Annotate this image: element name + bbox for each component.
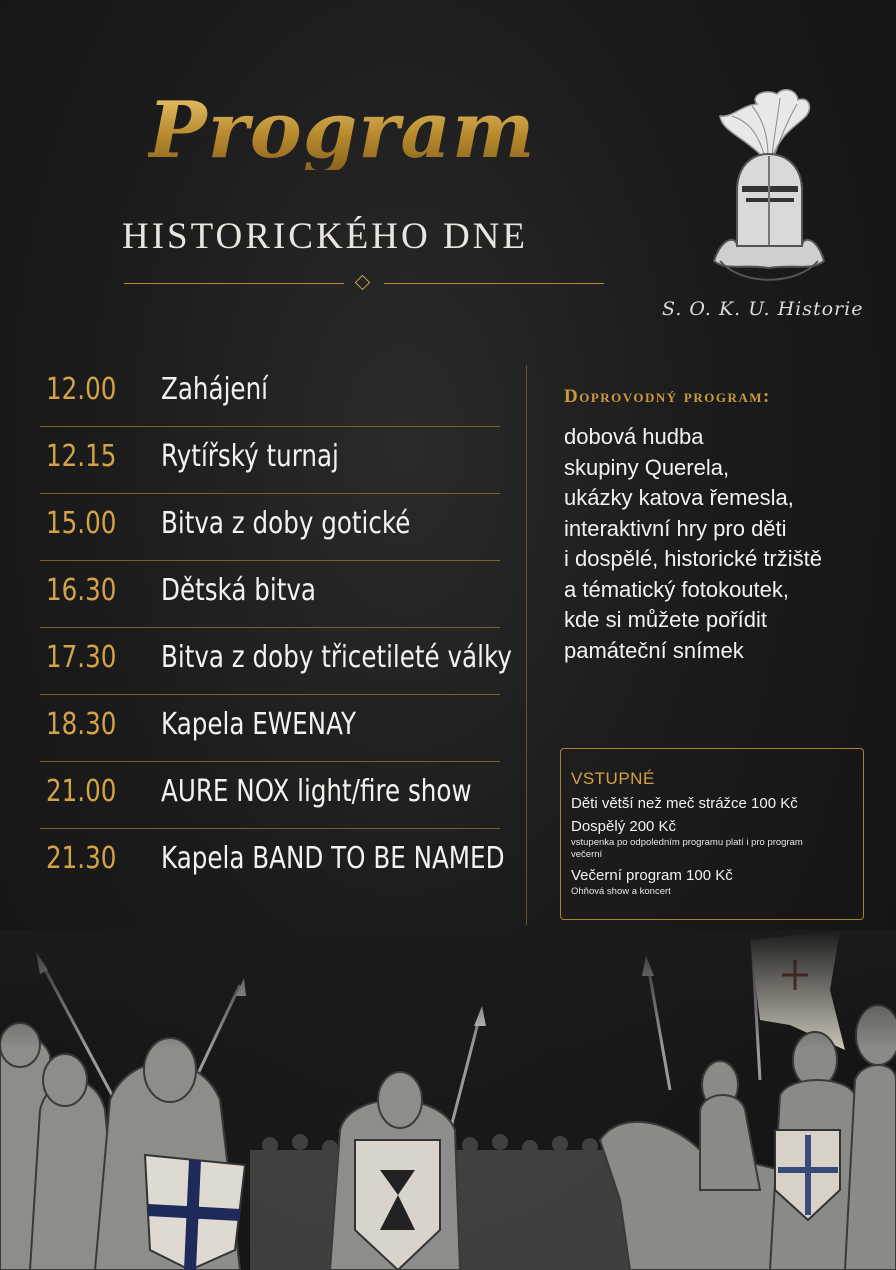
schedule-event: Dětská bitva — [161, 573, 316, 608]
schedule-event: Bitva z doby třicetileté války — [161, 640, 512, 675]
ticket-adult-price: Dospělý 200 Kč — [571, 818, 677, 835]
ticket-adult-note: vstupenka po odpoledním programu platí i pro program — [571, 837, 803, 848]
side-program-line: interaktivní hry pro děti — [564, 515, 787, 541]
side-program-line: a tématický fotokoutek, — [564, 576, 789, 602]
schedule-time: 12.15 — [46, 439, 117, 474]
schedule-time: 16.30 — [46, 573, 117, 608]
page-subtitle: HISTORICKÉHO DNE — [122, 216, 529, 257]
schedule-event: Bitva z doby gotické — [161, 506, 411, 541]
schedule-row — [40, 628, 512, 695]
side-program-line: památeční snímek — [564, 637, 744, 663]
schedule-row — [40, 427, 500, 494]
page-title: Program — [148, 92, 568, 170]
side-program-line: kde si můžete pořídit — [564, 607, 767, 632]
schedule-row — [40, 695, 500, 762]
ticket-title: VSTUPNÉ — [571, 769, 655, 788]
schedule-event: Rytířský turnaj — [161, 439, 339, 474]
schedule-row — [40, 494, 500, 561]
schedule-row — [40, 762, 500, 829]
schedule-event: Kapela BAND TO BE NAMED — [161, 841, 505, 876]
ticket-box — [560, 748, 864, 920]
ticket-evening-price: Večerní program 100 Kč — [571, 867, 733, 884]
schedule-list — [40, 360, 512, 895]
schedule-row — [40, 829, 505, 895]
schedule-event: Zahájení — [161, 372, 268, 407]
schedule-time: 15.00 — [46, 506, 117, 541]
schedule-row — [40, 360, 500, 427]
side-program-text — [564, 422, 884, 666]
schedule-row — [40, 561, 500, 628]
knight-helmet-icon — [702, 86, 832, 296]
schedule-time: 17.30 — [46, 640, 117, 675]
logo-text: S. O. K. U. Historie — [662, 298, 864, 320]
schedule-time: 12.00 — [46, 372, 117, 407]
side-program-line: dobová hudba — [564, 424, 704, 449]
title-divider — [124, 282, 604, 284]
diamond-ornament-icon — [355, 275, 371, 291]
knights-army-illustration — [0, 930, 896, 1270]
column-divider — [526, 365, 527, 925]
ticket-adult-note-2: večerní — [571, 849, 603, 860]
schedule-event: Kapela EWENAY — [161, 707, 357, 742]
ticket-child-price: Děti větší než meč strážce 100 Kč — [571, 795, 798, 812]
side-program-line: i dospělé, historické tržiště — [564, 546, 822, 571]
ticket-evening-note: Ohňová show a koncert — [571, 886, 671, 897]
schedule-time: 18.30 — [46, 707, 117, 742]
schedule-event: AURE NOX light/fire show — [161, 774, 472, 809]
side-program-line: ukázky katova řemesla, — [564, 485, 794, 510]
schedule-time: 21.00 — [46, 774, 117, 809]
schedule-time: 21.30 — [46, 841, 117, 876]
side-program-title: Doprovodný program: — [564, 386, 771, 407]
side-program-line: skupiny Querela, — [564, 454, 730, 480]
